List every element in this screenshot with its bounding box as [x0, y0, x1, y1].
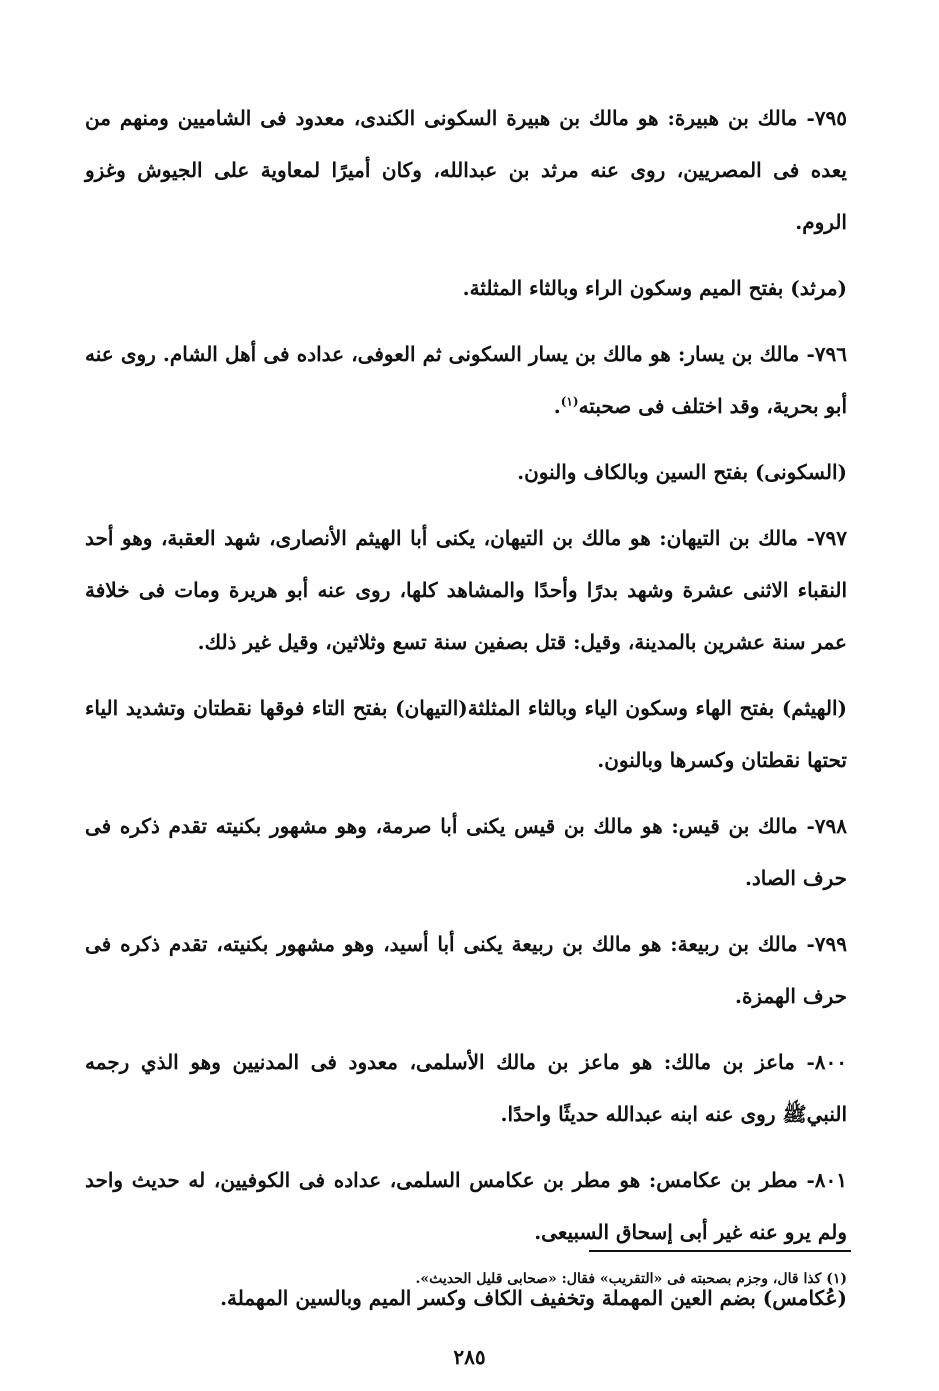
entry-number: ٨٠٠ — [814, 1050, 847, 1074]
gloss-text: (مرثد) بفتح الميم وسكون الراء وبالثاء المثلثة. — [462, 276, 847, 300]
entry-798 — [85, 800, 847, 904]
entry-text: - ماعز بن مالك: هو ماعز بن مالك الأسلمى، معدود فى المدنيين وهو الذي رجمه النبيﷺ روى عنه ابنه عبدالله حديثًا واحدًا. — [85, 1050, 847, 1126]
entry-text: - مالك بن يسار: هو مالك بن يسار السكونى ثم العوفى، عداده فى أهل الشام. روى عنه أبو بحرية، وقد اختلف فى صحبته — [85, 342, 847, 418]
entry-800 — [85, 1036, 847, 1140]
entry-text: - مالك بن هبيرة: هو مالك بن هبيرة السكونى الكندى، معدود فى الشاميين ومنهم من يعده فى المصريين، روى عنه مرثد بن عبدالله، وكان أميرًا لمعاوية على الجيوش وغزو الروم. — [85, 106, 847, 234]
entry-number: ٧٩٧ — [814, 526, 847, 550]
footnote-divider — [589, 1250, 851, 1252]
entry-number: ٧٩٨ — [814, 814, 847, 838]
gloss-paragraph — [85, 262, 847, 314]
entry-796 — [85, 328, 847, 432]
entry-text: - مطر بن عكامس: هو مطر بن عكامس السلمى، عداده فى الكوفيين، له حديث واحد ولم يرو عنه غير أبى إسحاق السبيعى. — [85, 1168, 847, 1244]
entry-795 — [85, 92, 847, 248]
entry-text: - مالك بن التيهان: هو مالك بن التيهان، يكنى أبا الهيثم الأنصارى، شهد العقبة، وهو أحد النقباء الاثنى عشرة وشهد بدرًا وأحدًا والمشاهد كلها، روى عنه أبو هريرة ومات فى خلافة عمر سنة عشرين بالمدينة، وقيل: قتل بصفين سنة تسع وثلاثين، وقيل غير ذلك. — [85, 526, 847, 654]
entry-799 — [85, 918, 847, 1022]
gloss-text: (عُكامس) بضم العين المهملة وتخفيف الكاف وكسر الميم وبالسين المهملة. — [220, 1286, 847, 1310]
entry-801 — [85, 1154, 847, 1258]
page-number: ٢٨٥ — [453, 1345, 486, 1369]
gloss-text: (الهيثم) بفتح الهاء وسكون الياء وبالثاء المثلثة(التيهان) بفتح التاء فوقها نقطتان وتشديد الياء تحتها نقطتان وكسرها وبالنون. — [85, 696, 847, 772]
entry-number: ٧٩٦ — [814, 342, 847, 366]
entry-text: - مالك بن ربيعة: هو مالك بن ربيعة يكنى أبا أسيد، وهو مشهور بكنيته، تقدم ذكره فى حرف الهمزة. — [85, 932, 847, 1008]
main-text — [85, 92, 847, 1338]
entry-number: ٨٠١ — [814, 1168, 847, 1192]
entry-797 — [85, 512, 847, 668]
footnote-reference[interactable]: (١) — [560, 394, 579, 409]
gloss-paragraph — [85, 446, 847, 498]
entry-text: - مالك بن قيس: هو مالك بن قيس يكنى أبا صرمة، وهو مشهور بكنيته تقدم ذكره فى حرف الصاد. — [85, 814, 847, 890]
gloss-paragraph — [85, 682, 847, 786]
footnote: (١) كذا قال، وجزم بصحبته فى «التقريب» فقال: «صحابى قليل الحديث». — [415, 1271, 847, 1287]
gloss-text: (السكونى) بفتح السين وبالكاف والنون. — [517, 460, 847, 484]
entry-number: ٧٩٥ — [814, 106, 847, 130]
entry-number: ٧٩٩ — [814, 932, 847, 956]
entry-text-end: . — [553, 394, 561, 418]
